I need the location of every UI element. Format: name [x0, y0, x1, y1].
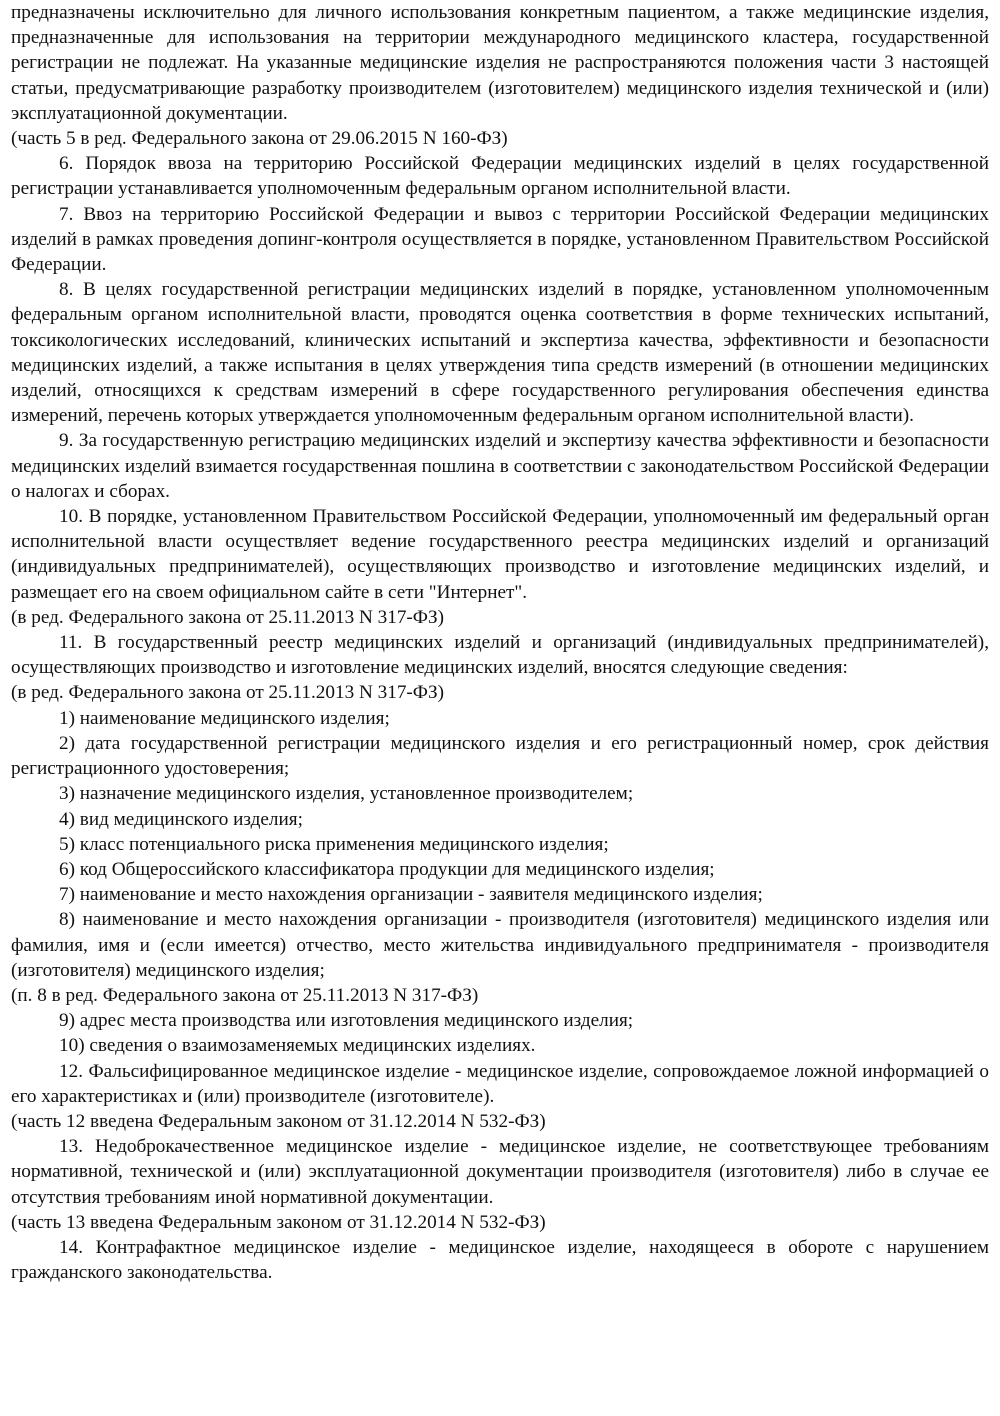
list-item: 8) наименование и место нахождения организации - производителя (изготовителя) медицинского изделия или фамилия, имя и (если имеется) отчество, место жительства индивидуального предпринимателя - производителя (изготовителя) медицинского изделия;: [11, 909, 989, 981]
amendment-note: (часть 5 в ред. Федерального закона от 29.06.2015 N 160-ФЗ): [11, 128, 508, 150]
list-item: 10) сведения о взаимозаменяемых медицинских изделиях.: [59, 1035, 536, 1057]
list-item: 6) код Общероссийского классификатора продукции для медицинского изделия;: [59, 858, 715, 880]
list-item: 2) дата государственной регистрации медицинского изделия и его регистрационный номер, срок действия регистрационного удостоверения;: [11, 732, 989, 780]
list-item: 9) адрес места производства или изготовления медицинского изделия;: [59, 1010, 634, 1032]
paragraph-continuation-part-5: предназначены исключительно для личного использования конкретным пациентом, а также медицинские изделия, предназначенные для использования на территории международного медицинского кластера, государственной регистрации не подлежат. На указанные медицинские изделия не распространяются положения части 3 настоящей статьи, предусматривающие разработку производителем (изготовителем) медицинского изделия технической и (или) эксплуатационной документации.: [11, 2, 989, 124]
paragraph-part-12: 12. Фальсифицированное медицинское изделие - медицинское изделие, сопровождаемое ложной информацией о его характеристиках и (или) производителе (изготовителе).: [11, 1060, 989, 1107]
amendment-note: (часть 13 введена Федеральным законом от 31.12.2014 N 532-ФЗ): [11, 1211, 546, 1233]
paragraph-part-7: 7. Ввоз на территорию Российской Федерации и вывоз с территории Российской Федерации медицинских изделий в рамках проведения допинг-контроля осуществляется в порядке, установленном Правительством Российской Федерации.: [11, 203, 989, 276]
paragraph-part-9: 9. За государственную регистрацию медицинских изделий и экспертизу качества эффективности и безопасности медицинских изделий взимается государственная пошлина в соответствии с законодательством Российской Федерации о налогах и сборах.: [11, 430, 989, 502]
list-item: 7) наименование и место нахождения организации - заявителя медицинского изделия;: [59, 884, 763, 906]
paragraph-part-14: 14. Контрафактное медицинское изделие - медицинское изделие, находящееся в обороте с нарушением гражданского законодательства.: [11, 1236, 989, 1284]
amendment-note: (п. 8 в ред. Федерального закона от 25.11.2013 N 317-ФЗ): [11, 984, 479, 1006]
amendment-note: (в ред. Федерального закона от 25.11.2013 N 317-ФЗ): [11, 682, 444, 704]
amendment-note: (в ред. Федерального закона от 25.11.2013 N 317-ФЗ): [11, 606, 444, 628]
amendment-note: (часть 12 введена Федеральным законом от 31.12.2014 N 532-ФЗ): [11, 1110, 546, 1132]
paragraph-part-10: 10. В порядке, установленном Правительством Российской Федерации, уполномоченный им федеральный орган исполнительной власти осуществляет ведение государственного реестра медицинских изделий и организаций (индивидуальных предпринимателей), осуществляющих производство и изготовление медицинских изделий, и размещает его на своем официальном сайте в сети "Интернет".: [11, 506, 989, 603]
list-item: 3) назначение медицинского изделия, установленное производителем;: [59, 783, 634, 805]
paragraph-part-11: 11. В государственный реестр медицинских изделий и организаций (индивидуальных предпринимателей), осуществляющих производство и изготовление медицинских изделий, вносятся следующие сведения:: [11, 632, 989, 679]
paragraph-part-8: 8. В целях государственной регистрации медицинских изделий в порядке, установленном уполномоченным федеральным органом исполнительной власти, проводятся оценка соответствия в форме технических испытаний, токсикологических исследований, клинических испытаний и экспертиза качества, эффективности и безопасности медицинских изделий, а также испытания в целях утверждения типа средств измерений (в отношении медицинских изделий, относящихся к средствам измерений в сфере государственного регулирования обеспечения единства измерений, перечень которых утверждается уполномоченным федеральным органом исполнительной власти).: [11, 279, 989, 427]
document-page: [11, 0, 989, 1285]
list-item: 1) наименование медицинского изделия;: [59, 707, 390, 729]
list-item: 4) вид медицинского изделия;: [59, 808, 303, 830]
paragraph-part-6: 6. Порядок ввоза на территорию Российской Федерации медицинских изделий в целях государственной регистрации устанавливается уполномоченным федеральным органом исполнительной власти.: [11, 153, 989, 200]
list-item: 5) класс потенциального риска применения медицинского изделия;: [59, 833, 609, 855]
paragraph-part-13: 13. Недоброкачественное медицинское изделие - медицинское изделие, не соответствующее требованиям нормативной, технической и (или) эксплуатационной документации производителя (изготовителя) либо в случае ее отсутствия требованиям иной нормативной документации.: [11, 1136, 989, 1208]
